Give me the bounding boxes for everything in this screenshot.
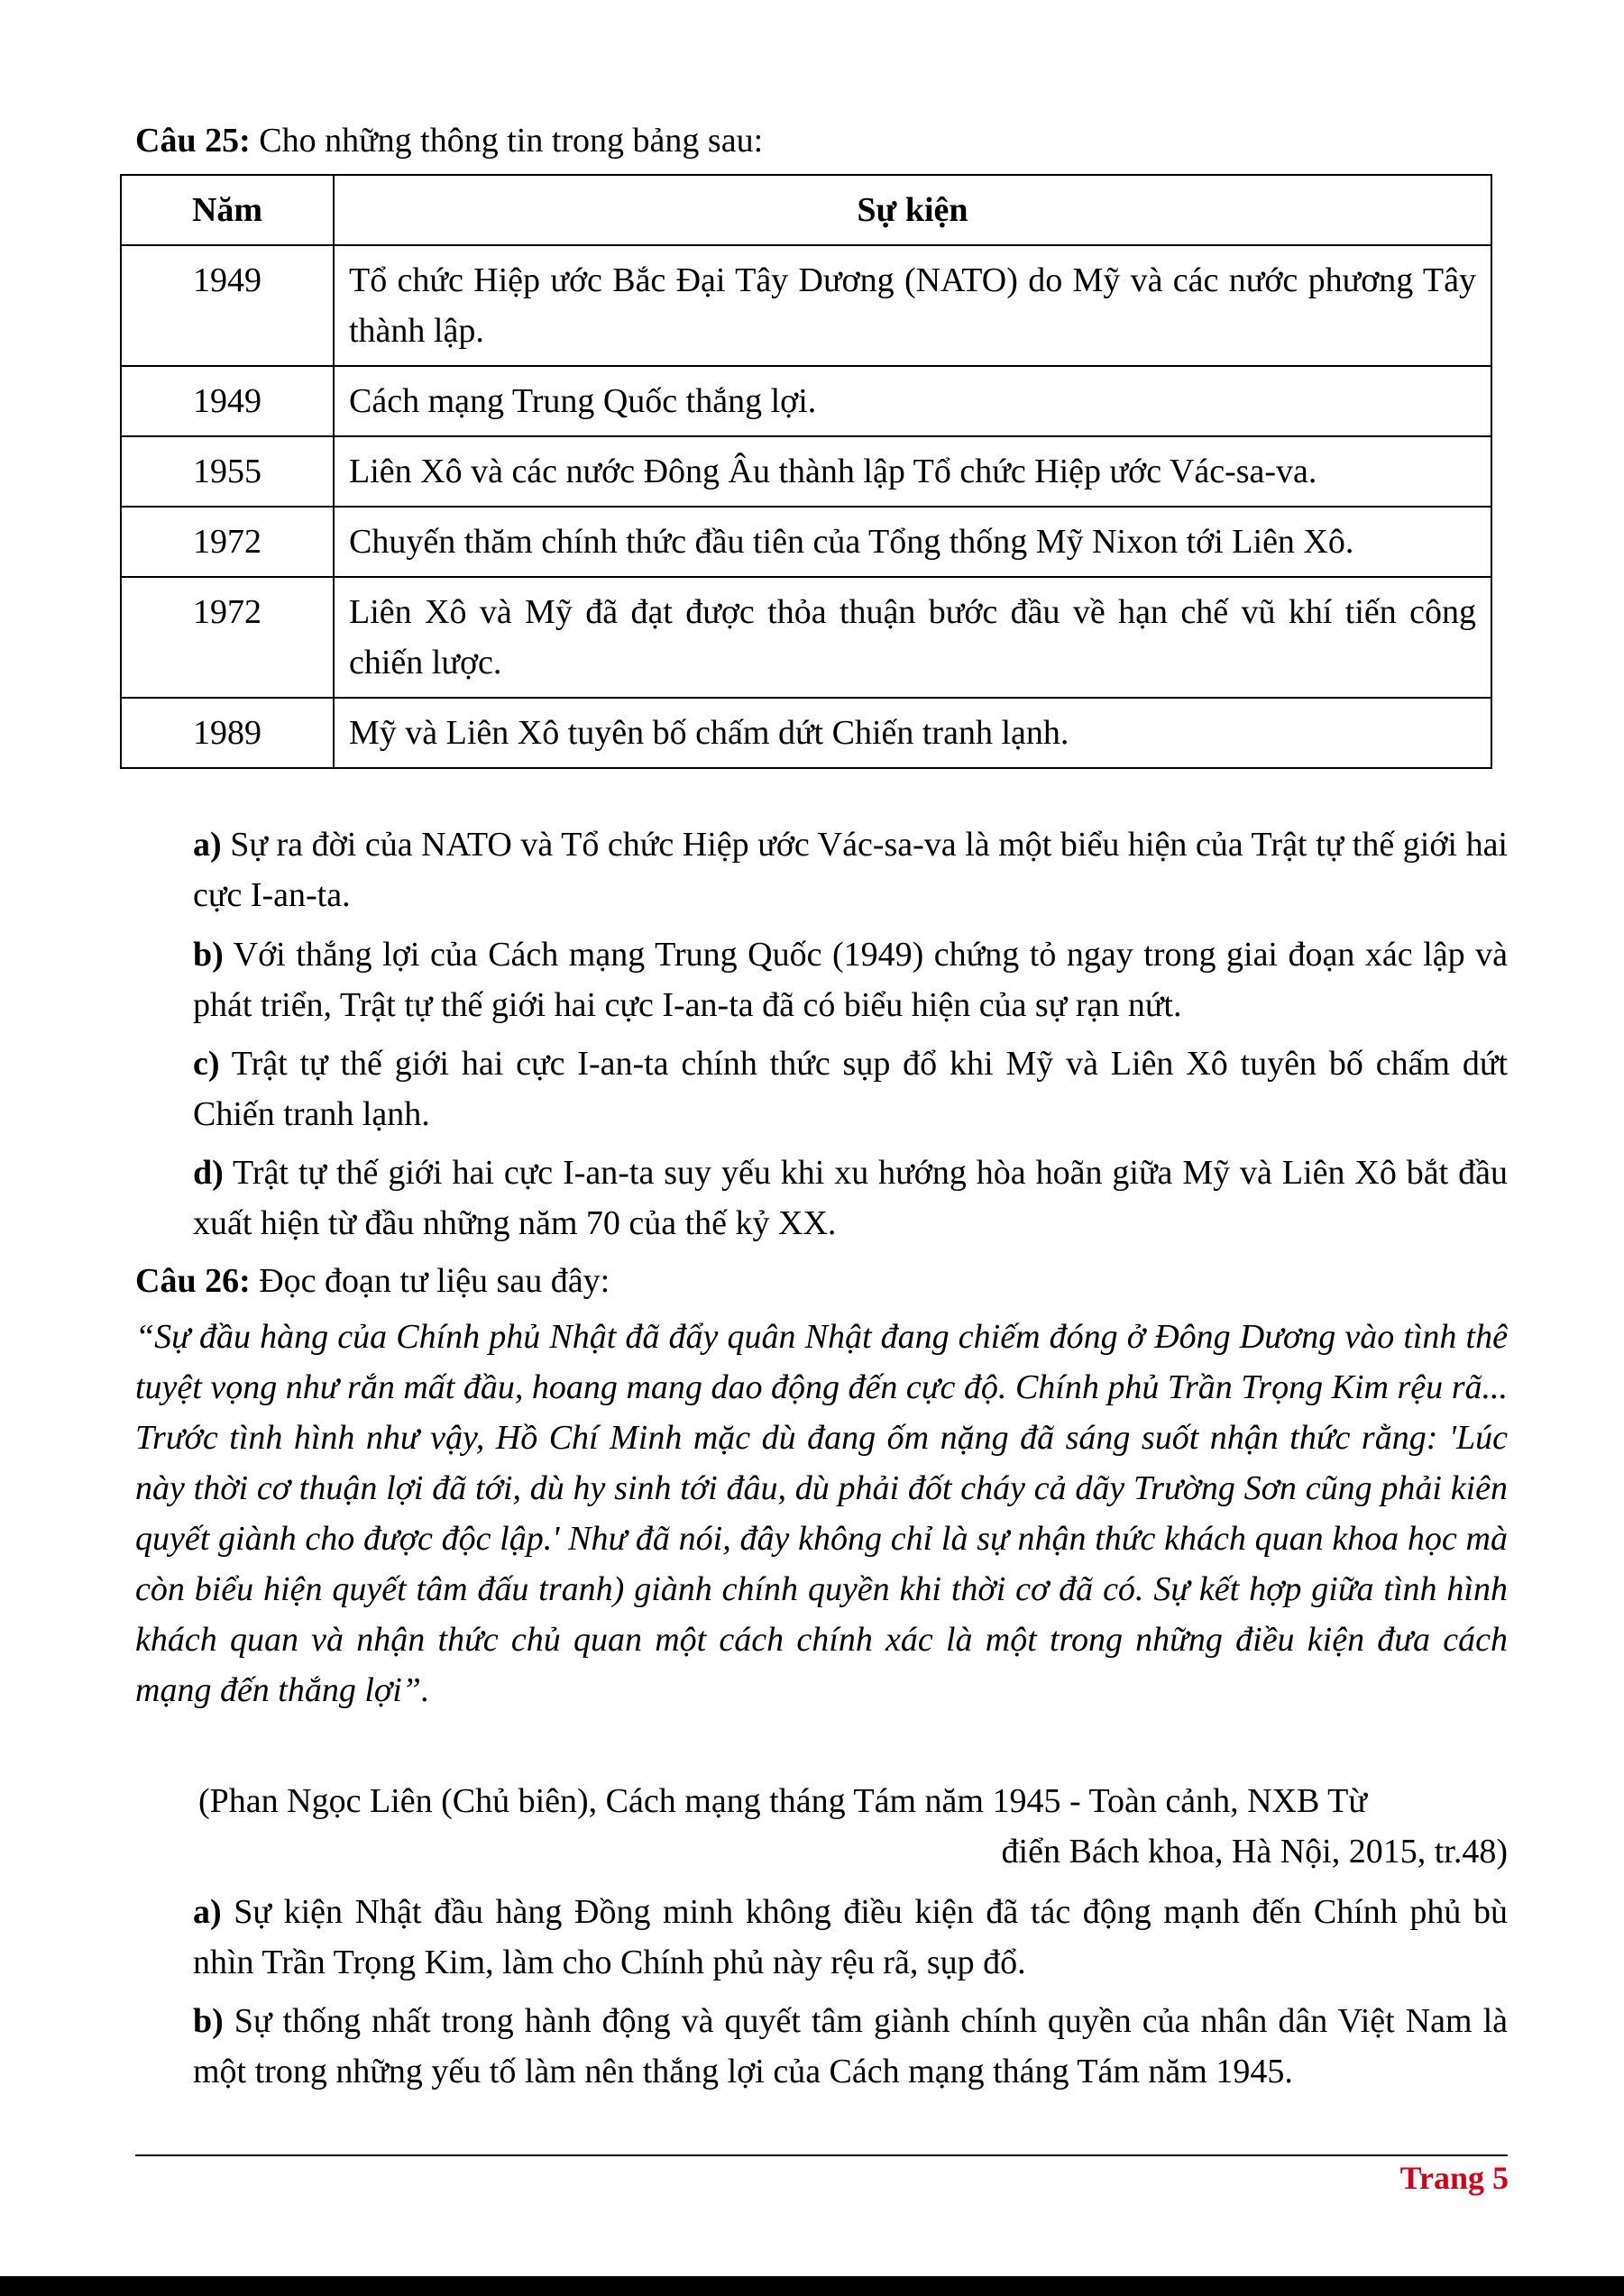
question-25-number: Câu 25: xyxy=(135,122,251,160)
event-cell: Liên Xô và Mỹ đã đạt được thỏa thuận bước đầu về hạn chế vũ khí tiến công chiến lược. xyxy=(334,577,1491,698)
event-cell: Cách mạng Trung Quốc thắng lợi. xyxy=(334,366,1491,436)
question-26-prompt: Đọc đoạn tư liệu sau đây: xyxy=(250,1262,610,1300)
statement-label: b) xyxy=(193,2002,224,2040)
event-cell: Tổ chức Hiệp ước Bắc Đại Tây Dương (NATO) do Mỹ và các nước phương Tây thành lập. xyxy=(334,245,1491,366)
year-cell: 1972 xyxy=(121,577,334,698)
events-table xyxy=(120,174,1492,769)
event-cell: Chuyến thăm chính thức đầu tiên của Tổng thống Mỹ Nixon tới Liên Xô. xyxy=(334,507,1491,577)
table-row xyxy=(121,507,1491,577)
question-25-heading xyxy=(135,115,763,166)
statement-label: a) xyxy=(193,826,222,864)
citation-line-1: (Phan Ngọc Liên (Chủ biên), Cách mạng tháng Tám năm 1945 - Toàn cảnh, NXB Từ xyxy=(198,1782,1367,1820)
question-26-number: Câu 26: xyxy=(135,1262,251,1300)
citation-line-2: điển Bách khoa, Hà Nội, 2015, tr.48) xyxy=(1001,1833,1508,1871)
q26-statement-a xyxy=(193,1887,1508,1988)
table-row xyxy=(121,366,1491,436)
q25-statement-b xyxy=(193,929,1508,1030)
statement-text: Sự kiện Nhật đầu hàng Đồng minh không điều kiện đã tác động mạnh đến Chính phủ bù nhìn Trần Trọng Kim, làm cho Chính phủ này rệu rã, sụp đổ. xyxy=(193,1893,1508,1981)
year-cell: 1949 xyxy=(121,245,334,366)
source-citation xyxy=(198,1776,1508,1877)
statement-label: a) xyxy=(193,1893,222,1931)
year-cell: 1949 xyxy=(121,366,334,436)
page-number: Trang 5 xyxy=(1399,2160,1509,2196)
q25-statement-d xyxy=(193,1148,1508,1249)
table-row xyxy=(121,577,1491,698)
table-row xyxy=(121,436,1491,507)
event-cell: Mỹ và Liên Xô tuyên bố chấm dứt Chiến tranh lạnh. xyxy=(334,698,1491,768)
event-cell: Liên Xô và các nước Đông Âu thành lập Tổ chức Hiệp ước Vác-sa-va. xyxy=(334,436,1491,507)
statement-label: b) xyxy=(193,936,224,974)
table-row xyxy=(121,698,1491,768)
statement-label: d) xyxy=(193,1154,224,1192)
statement-text: Sự ra đời của NATO và Tổ chức Hiệp ước Vác-sa-va là một biểu hiện của Trật tự thế giới hai cực I-an-ta. xyxy=(193,826,1508,914)
statement-label: c) xyxy=(193,1045,220,1083)
statement-text: Với thắng lợi của Cách mạng Trung Quốc (1949) chứng tỏ ngay trong giai đoạn xác lập và phát triển, Trật tự thế giới hai cực I-an-ta đã có biểu hiện của sự rạn nứt. xyxy=(193,936,1508,1024)
statement-text: Trật tự thế giới hai cực I-an-ta chính thức sụp đổ khi Mỹ và Liên Xô tuyên bố chấm dứt Chiến tranh lạnh. xyxy=(193,1045,1508,1133)
table-header-row xyxy=(121,175,1491,245)
q26-statement-b xyxy=(193,1996,1508,2097)
question-26-heading xyxy=(135,1256,610,1306)
bottom-bar xyxy=(0,2276,1624,2296)
source-quote: “Sự đầu hàng của Chính phủ Nhật đã đẩy quân Nhật đang chiếm đóng ở Đông Dương vào tình thê tuyệt vọng như rắn mất đầu, hoang mang dao động đến cực độ. Chính phủ Trần Trọng Kim rệu rã... Trước tình hình như vậy, Hồ Chí Minh mặc dù đang ốm nặng đã sáng suốt nhận thức rằng: 'Lúc này thời cơ thuận lợi đã tới, dù hy sinh tới đâu, dù phải đốt cháy cả dãy Trường Sơn cũng phải kiên quyết giành cho được độc lập.' Như đã nói, đây không chỉ là sự nhận thức khách quan khoa học mà còn biểu hiện quyết tâm đấu tranh) giành chính quyền khi thời cơ đã có. Sự kết hợp giữa tình hình khách quan và nhận thức chủ quan một cách chính xác là một trong những điều kiện đưa cách mạng đến thắng lợi”. xyxy=(135,1318,1508,1709)
year-cell: 1972 xyxy=(121,507,334,577)
year-cell: 1955 xyxy=(121,436,334,507)
table-row xyxy=(121,245,1491,366)
q25-statement-a xyxy=(193,819,1508,920)
header-year: Năm xyxy=(121,175,334,245)
question-25-prompt: Cho những thông tin trong bảng sau: xyxy=(250,122,764,160)
q25-statement-c xyxy=(193,1038,1508,1139)
header-event: Sự kiện xyxy=(334,175,1491,245)
footer-divider xyxy=(135,2154,1508,2156)
statement-text: Trật tự thế giới hai cực I-an-ta suy yếu khi xu hướng hòa hoãn giữa Mỹ và Liên Xô bắt đầu xuất hiện từ đầu những năm 70 của thế kỷ XX. xyxy=(193,1154,1508,1242)
statement-text: Sự thống nhất trong hành động và quyết tâm giành chính quyền của nhân dân Việt Nam là một trong những yếu tố làm nên thắng lợi của Cách mạng tháng Tám năm 1945. xyxy=(193,2002,1508,2090)
year-cell: 1989 xyxy=(121,698,334,768)
